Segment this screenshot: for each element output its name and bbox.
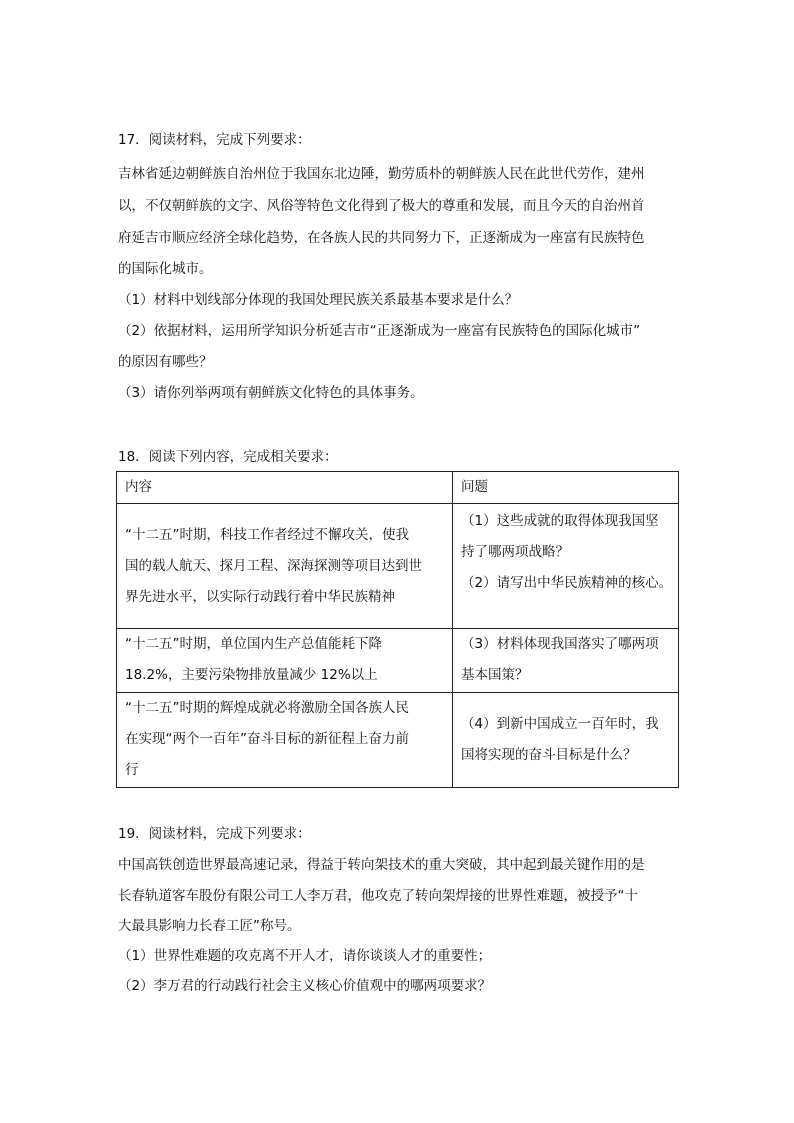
q17-material-line: 府延吉市顺应经济全球化趋势，在各族人民的共同努力下，正逐渐成为一座富有民族特色 [118,230,645,246]
cell-line: 持了哪两项战略？ [461,544,569,560]
q18-table [116,471,679,788]
q17-question-2-cont: 的原因有哪些？ [118,354,213,370]
q19-material-line: 中国高铁创造世界最高速记录，得益于转向架技术的重大突破，其中起到最关键作用的是 [118,857,645,873]
table-header-cell [117,472,453,504]
cell-line: 国将实现的奋斗目标是什么？ [461,747,637,763]
cell-line: “十二五”时期的辉煌成就必将激励全国各族人民 [125,700,409,716]
q19-question-2: （2）李万君的行动践行社会主义核心价值观中的哪两项要求？ [118,978,492,994]
header-content: 内容 [125,479,152,495]
q19-question-1: （1）世界性难题的攻克离不开人才，请你谈谈人才的重要性； [118,948,492,964]
q17-material-line: 吉林省延边朝鲜族自治州位于我国东北边陲，勤劳质朴的朝鲜族人民在此世代劳作，建州 [118,166,645,182]
cell-line: （4）到新中国成立一百年时，我 [461,716,659,732]
cell-line: 界先进水平，以实际行动践行着中华民族精神 [125,589,395,605]
table-cell-content [117,629,453,693]
q19-material-line: 长春轨道客车股份有限公司工人李万君，他攻克了转向架焊接的世界性难题，被授予“十 [118,888,638,904]
cell-line: 18.2%，主要污染物排放量减少 12%以上 [125,667,378,683]
table-header-row [117,472,679,504]
table-row [117,693,679,788]
cell-line: （3）材料体现我国落实了哪两项 [461,636,659,652]
table-cell-question [453,629,679,693]
table-cell-question [453,504,679,629]
header-question: 问题 [461,479,488,495]
cell-line: （1）这些成就的取得体现我国坚 [461,513,659,529]
table-row [117,504,679,629]
table-header-cell [453,472,679,504]
q17-material-line: 的国际化城市。 [118,261,213,277]
q17-heading: 17．阅读材料，完成下列要求： [118,132,311,148]
q18-heading: 18．阅读下列内容，完成相关要求： [118,449,338,465]
q17-material-line: 以，不仅朝鲜族的文字、风俗等特色文化得到了极大的尊重和发展，而且今天的自治州首 [118,198,645,214]
cell-line: “十二五”时期，单位国内生产总值能耗下降 [125,636,382,652]
table-cell-question [453,693,679,788]
q17-question-1: （1）材料中划线部分体现的我国处理民族关系最基本要求是什么？ [118,292,519,308]
table-cell-content [117,504,453,629]
q19-heading: 19．阅读材料，完成下列要求： [118,826,311,842]
q17-question-2: （2）依据材料，运用所学知识分析延吉市“正逐渐成为一座富有民族特色的国际化城市” [118,323,641,339]
cell-line: （2）请写出中华民族精神的核心。 [461,575,673,591]
cell-line: “十二五”时期，科技工作者经过不懈攻关，使我 [125,527,409,543]
cell-line: 在实现“两个一百年”奋斗目标的新征程上奋力前 [125,731,409,747]
table-cell-content [117,693,453,788]
q19-material-line: 大最具影响力长春工匠”称号。 [118,918,301,934]
cell-line: 国的载人航天、探月工程、深海探测等项目达到世 [125,558,422,574]
table-row [117,629,679,693]
q17-question-3: （3）请你列举两项有朝鲜族文化特色的具体事务。 [118,385,424,401]
cell-line: 基本国策？ [461,667,529,683]
cell-line: 行 [125,762,139,778]
